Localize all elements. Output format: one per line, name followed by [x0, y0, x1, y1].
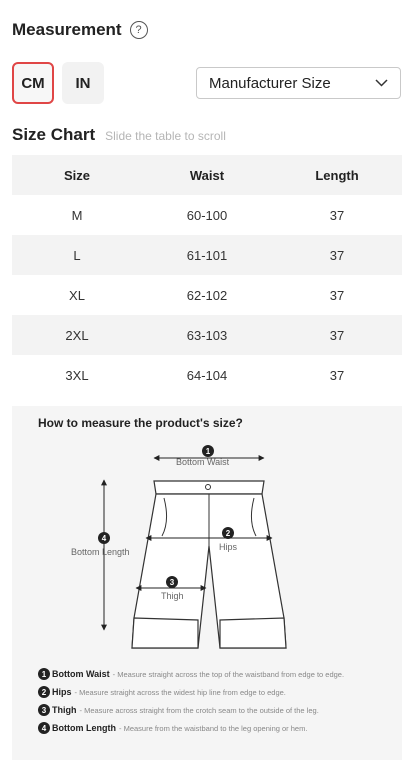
unit-cm-button[interactable]: CM — [12, 62, 54, 104]
legend-item — [38, 722, 307, 734]
legend-item — [38, 668, 344, 680]
size-chart-header — [12, 125, 226, 145]
legend-item — [38, 704, 319, 716]
size-system-value: Manufacturer Size — [209, 74, 331, 92]
legend-name: Thigh — [52, 704, 77, 715]
table-cell: 61-101 — [186, 247, 228, 263]
table-row — [12, 195, 402, 235]
scroll-hint: Slide the table to scroll — [105, 129, 226, 143]
guide-title: How to measure the product's size? — [38, 416, 243, 430]
measurement-title: Measurement — [12, 20, 122, 39]
table-cell: 37 — [329, 287, 345, 303]
legend-name: Bottom Length — [52, 722, 116, 733]
column-header: Size — [63, 167, 90, 183]
help-icon[interactable]: ? — [130, 21, 148, 39]
label-hips: Hips — [219, 542, 238, 552]
label-thigh: Thigh — [161, 591, 184, 601]
column-header: Length — [315, 167, 359, 183]
measure-guide — [12, 406, 402, 760]
table-row — [12, 315, 402, 355]
table-row — [12, 275, 402, 315]
legend-desc: - Measure from the waistband to the leg opening or hem. — [118, 723, 308, 733]
table-row — [12, 235, 402, 275]
table-cell: 3XL — [65, 367, 89, 383]
legend-item — [38, 686, 286, 698]
table-cell: XL — [69, 287, 85, 303]
table-row — [12, 355, 402, 395]
table-cell: 62-102 — [186, 287, 228, 303]
legend-badge: 3 — [38, 704, 50, 716]
legend-desc: - Measure straight across the top of the waistband from edge to edge. — [112, 669, 345, 679]
chevron-down-icon — [375, 79, 388, 87]
badge-3: 3 — [166, 576, 178, 588]
label-bottom-length: Bottom Length — [71, 547, 130, 557]
badge-4: 4 — [98, 532, 110, 544]
badge-2: 2 — [222, 527, 234, 539]
measurement-header — [12, 20, 148, 40]
table-header — [12, 155, 402, 195]
column-header: Waist — [189, 167, 225, 183]
table-cell: 37 — [329, 247, 345, 263]
label-bottom-waist: Bottom Waist — [176, 457, 230, 467]
legend-badge: 1 — [38, 668, 50, 680]
size-table[interactable] — [12, 155, 402, 395]
table-cell: M — [71, 207, 83, 223]
legend-badge: 4 — [38, 722, 50, 734]
table-cell: L — [73, 247, 81, 263]
size-system-select[interactable] — [196, 67, 401, 99]
legend-name: Hips — [52, 686, 72, 697]
legend-badge: 2 — [38, 686, 50, 698]
legend-desc: - Measure straight across the widest hip line from edge to edge. — [74, 687, 286, 697]
table-cell: 37 — [329, 367, 345, 383]
table-cell: 60-100 — [186, 207, 228, 223]
table-cell: 2XL — [65, 327, 89, 343]
table-cell: 63-103 — [186, 327, 228, 343]
badge-1: 1 — [202, 445, 214, 457]
unit-in-button[interactable]: IN — [62, 62, 104, 104]
legend-desc: - Measure across straight from the crotch seam to the outside of the leg. — [79, 705, 319, 715]
table-cell: 64-104 — [186, 367, 228, 383]
table-cell: 37 — [329, 327, 345, 343]
legend-name: Bottom Waist — [52, 668, 110, 679]
size-chart-title: Size Chart — [12, 125, 96, 144]
table-cell: 37 — [329, 207, 345, 223]
